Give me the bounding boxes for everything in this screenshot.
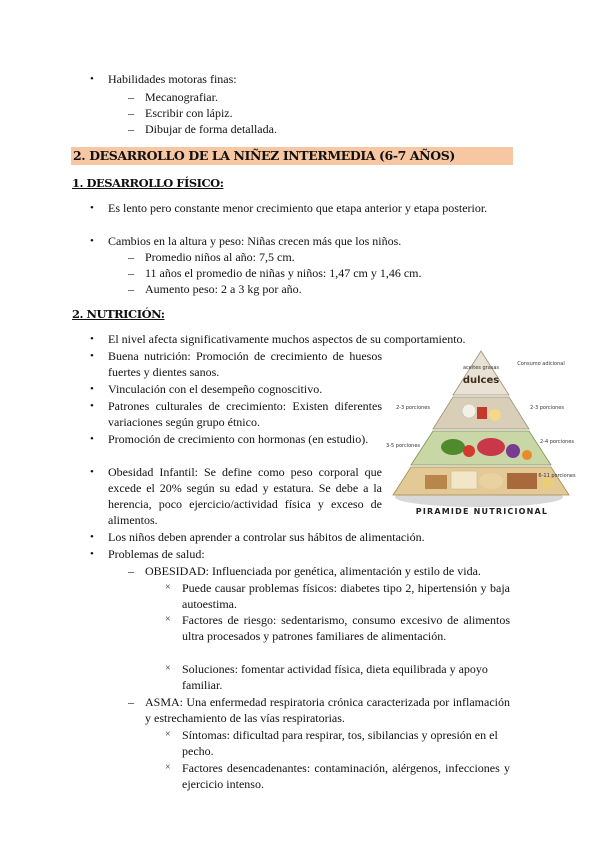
nutrition-bullet-1: El nivel afecta significativamente muchos aspectos de su comportamiento. <box>108 332 466 346</box>
dash-marker: – <box>128 90 134 104</box>
bullet-marker: • <box>90 466 94 478</box>
pyramid-right-1: 2-3 porciones <box>530 405 564 411</box>
pyramid-top-small: aceites grasas <box>462 365 500 371</box>
physical-sub-3: Aumento peso: 2 a 3 kg por año. <box>145 282 302 296</box>
pyramid-left-2: 3-5 porciones <box>386 443 420 449</box>
obesity-point-1: Puede causar problemas físicos: diabetes tipo 2, hipertensión y baja autoestima. <box>182 581 510 611</box>
bullet-marker: • <box>90 333 94 345</box>
pyramid-consume: Consumo adicional <box>517 361 565 367</box>
x-marker: × <box>165 582 171 593</box>
dash-marker: – <box>128 250 134 264</box>
asthma-label: ASMA: Una enfermedad respiratoria crónica caracterizada por inflamación y estrechamiento de las vías respiratorias. <box>145 695 510 725</box>
motor-sub-3: Dibujar de forma detallada. <box>145 122 277 136</box>
physical-heading: 1. DESARROLLO FÍSICO: <box>72 176 224 190</box>
nutrition-bullet-6: Obesidad Infantil: Se define como peso corporal que excede el 20% según su edad y estatura. Se debe a la herencia, poco ejercicio/actividad física y exceso de alimentos. <box>108 465 382 527</box>
x-marker: × <box>165 614 171 625</box>
bullet-marker: • <box>90 73 94 85</box>
motor-skills-item: Habilidades motoras finas: <box>108 72 237 86</box>
bullet-marker: • <box>90 433 94 445</box>
dash-marker: – <box>128 695 134 709</box>
motor-sub-1: Mecanografiar. <box>145 90 218 104</box>
asthma-point-1: Síntomas: dificultad para respirar, tos, sibilancias y opresión en el pecho. <box>182 728 498 758</box>
bullet-marker: • <box>90 350 94 362</box>
nutrition-bullet-8: Problemas de salud: <box>108 547 205 561</box>
x-marker: × <box>165 663 171 674</box>
bullet-marker: • <box>90 531 94 543</box>
pyramid-left-1: 2-3 porciones <box>396 405 430 411</box>
asthma-point-2: Factores desencadenantes: contaminación, alérgenos, infecciones y ejercicio intenso. <box>182 761 510 791</box>
pyramid-right-3: 6-11 porciones <box>538 473 576 479</box>
x-marker: × <box>165 729 171 740</box>
bullet-marker: • <box>90 548 94 560</box>
obesity-point-3: Soluciones: fomentar actividad física, dieta equilibrada y apoyo familiar. <box>182 662 488 692</box>
obesity-label: OBESIDAD: Influenciada por genética, alimentación y estilo de vida. <box>145 564 481 578</box>
x-marker: × <box>165 762 171 773</box>
bullet-marker: • <box>90 400 94 412</box>
dash-marker: – <box>128 266 134 280</box>
bullet-marker: • <box>90 202 94 214</box>
nutrition-bullet-2: Buena nutrición: Promoción de crecimiento de huesos fuertes y dientes sanos. <box>108 349 382 379</box>
nutrition-heading: 2. NUTRICIÓN: <box>72 307 165 321</box>
pyramid-right-2: 2-4 porciones <box>540 439 574 445</box>
physical-sub-2: 11 años el promedio de niñas y niños: 1,47 cm y 1,46 cm. <box>145 266 422 280</box>
nutrition-pyramid-image <box>386 347 576 519</box>
physical-bullet-2: Cambios en la altura y peso: Niñas crecen más que los niños. <box>108 234 402 248</box>
obesity-point-2: Factores de riesgo: sedentarismo, consumo excesivo de alimentos ultra procesados y patrones familiares de alimentación. <box>182 613 510 643</box>
pyramid-top-label: dulces <box>462 375 500 386</box>
nutrition-bullet-4: Patrones culturales de crecimiento: Existen diferentes variaciones según grupo étnico. <box>108 399 382 429</box>
nutrition-bullet-7: Los niños deben aprender a controlar sus hábitos de alimentación. <box>108 530 425 544</box>
physical-sub-1: Promedio niños al año: 7,5 cm. <box>145 250 295 264</box>
motor-sub-2: Escribir con lápiz. <box>145 106 233 120</box>
bullet-marker: • <box>90 235 94 247</box>
nutrition-bullet-5: Promoción de crecimiento con hormonas (en estudio). <box>108 432 369 446</box>
physical-bullet-1: Es lento pero constante menor crecimiento que etapa anterior y etapa posterior. <box>108 201 488 215</box>
bullet-marker: • <box>90 383 94 395</box>
nutrition-bullet-3: Vinculación con el desempeño cognoscitivo. <box>108 382 323 396</box>
dash-marker: – <box>128 282 134 296</box>
dash-marker: – <box>128 106 134 120</box>
pyramid-caption: PIRAMIDE NUTRICIONAL <box>415 507 549 516</box>
section-heading: 2. DESARROLLO DE LA NIÑEZ INTERMEDIA (6-7 AÑOS) <box>71 147 513 165</box>
dash-marker: – <box>128 122 134 136</box>
dash-marker: – <box>128 564 134 578</box>
